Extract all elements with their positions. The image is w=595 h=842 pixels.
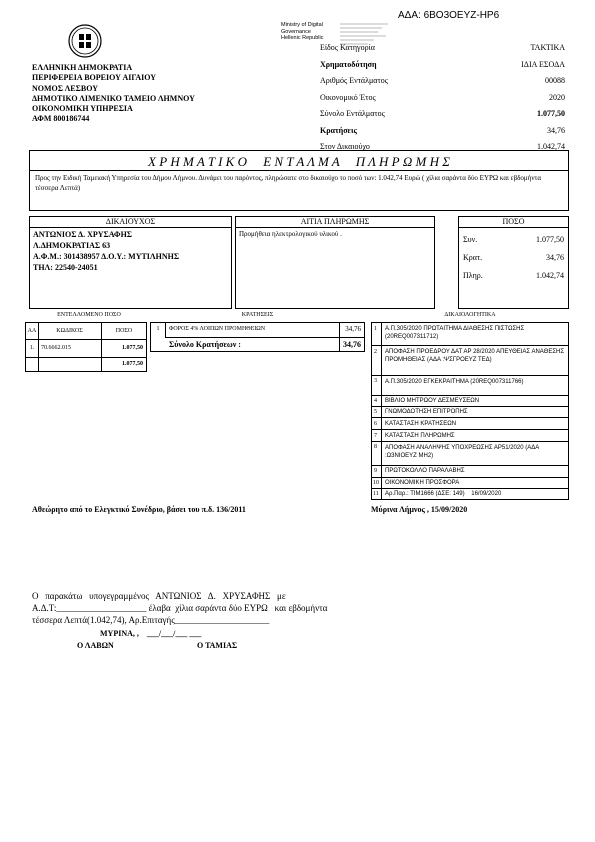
ordered-row-amount: 1.077,50	[122, 345, 143, 351]
amount-row: Συν. 1.077,50	[463, 235, 564, 244]
document-row-number: 10	[373, 480, 379, 486]
document-row-text: ΚΑΤΑΣΤΑΣΗ ΚΡΑΤΗΣΕΩΝ	[385, 421, 457, 427]
amount-row: Πληρ. 1.042,74	[463, 271, 564, 280]
meta-row: Αριθμός Εντάλματος 00088	[320, 76, 565, 85]
beneficiary-box	[29, 216, 232, 309]
document-row-number: 2	[374, 349, 377, 355]
ordered-col-aa: ΑΑ	[27, 328, 37, 334]
document-row-text: Α.Π.305/2020 ΕΓΚΕΚΡΑΙΤΗΜΑ (20REQ007311766)	[385, 379, 524, 385]
approval-note: Αθεώρητο από το Ελεγκτικό Συνέδριο, βάσει του π.δ. 136/2011	[32, 505, 246, 514]
document-row-number: 3	[374, 378, 377, 384]
document-title: Χ Ρ Η Μ Α Τ Ι Κ Ο Ε Ν Τ Α Λ Μ Α Π Λ Η Ρ Ω Μ Η Σ	[148, 154, 450, 169]
deduction-row-value: 34,76	[345, 325, 361, 333]
ordered-title: ΕΝΤΕΛΛΟΜΕΝΟ ΠΟΣΟ	[57, 312, 121, 318]
deductions-table	[150, 322, 365, 352]
deductions-total-label: Σύνολο Κρατήσεων :	[169, 340, 241, 349]
place-date: Μύρινα Λήμνος , 15/09/2020	[371, 505, 468, 514]
amount-header: ΠΟΣΟ	[459, 217, 568, 228]
document-row-text: ΓΝΩΜΟΔΟΤΗΣΗ ΕΠΙΤΡΟΠΗΣ	[385, 409, 468, 415]
document-row-text: ΠΡΩΤΟΚΟΛΛΟ ΠΑΡΑΛΑΒΗΣ	[385, 468, 465, 474]
reason-text: Προμήθεια ηλεκτρολογικού υλικού .	[239, 230, 342, 238]
beneficiary-header: ΔΙΚΑΙΟΥΧΟΣ	[30, 217, 231, 228]
deduction-row-label: ΦΟΡΟΣ 4% ΛΟΙΠΩΝ ΠΡΟΜΗΘΕΙΩΝ	[169, 326, 266, 332]
ordered-row-aa: 1.	[29, 345, 35, 351]
document-row-number: 7	[374, 433, 377, 439]
document-row-text: ΚΑΤΑΣΤΑΣΗ ΠΛΗΡΩΜΗΣ	[385, 433, 455, 439]
document-row-number: 11	[373, 491, 379, 497]
beneficiary-details: ΑΝΤΩΝΙΟΣ Δ. ΧΡΥΣΑΦΗΣ Λ.ΔΗΜΟΚΡΑΤΙΑΣ 63 Α.Φ.Μ.: 301438957 Δ.Ο.Υ.: ΜΥΤΙΛΗΝΗΣ ΤΗΛ: 22540-24051	[33, 230, 180, 272]
deductions-title: ΚΡΑΤΗΣΕΙΣ	[241, 312, 274, 318]
receipt-line-2: Α.Δ.Τ:____________________ έλαβα χίλια σαράντα δύο ΕΥΡΩ και εβδομήντα	[32, 603, 328, 613]
document-row-text: ΑΠΟΦΑΣΗ ΑΝΑΛΗΨΗΣ ΥΠΟΧΡΕΩΣΗΣ ΑΡ51/2020 (ΑΔΑ :Ω3ΝΙΟΕΥΖ ΜΗ2)	[385, 445, 539, 459]
ordered-row-code: 70.6662.015	[41, 345, 71, 351]
meta-row: Στον Δικαιούχο 1.042,74	[320, 142, 565, 151]
document-row-number: 8	[374, 444, 377, 450]
title-box	[29, 150, 569, 211]
document-row-number: 6	[374, 421, 377, 427]
issuer-block: ΕΛΛΗΝΙΚΗ ΔΗΜΟΚΡΑΤΙΑ ΠΕΡΙΦΕΡΕΙΑ ΒΟΡΕΙΟΥ ΑΙΓΑΙΟΥ ΝΟΜΟΣ ΛΕΣΒΟΥ ΔΗΜΟΤΙΚΟ ΛΙΜΕΝΙΚΟ ΤΑΜΕΙΟ ΛΗΜΝΟΥ ΟΙΚΟΝΟΜΙΚΗ ΥΠΗΡΕΣΙΑ ΑΦΜ 800186744	[32, 63, 195, 124]
receipt-date-line: ΜΥΡΙΝΑ, , ___/___/___ ___	[100, 629, 202, 638]
document-row-text: Α.Π.305/2020 ΠΡΩΤΑΙΤΗΜΑ ΔΙΑΘΕΣΗΣ ΠΙΣΤΩΣΗΣ (20REQ007311712)	[385, 326, 525, 340]
ordered-col-amount: ΠΟΣΟ	[115, 328, 133, 334]
ordered-total: 1.077,50	[122, 361, 143, 367]
document-row-text: Αρ.Παρ.: ΤΙΜ1666 (ΔΣΕ: 149) 16/09/2020	[385, 491, 502, 497]
meta-row: Κρατήσεις 34,76	[320, 125, 565, 135]
documents-table	[371, 322, 569, 500]
receiver-label: Ο ΛΑΒΩΝ	[77, 641, 114, 650]
receipt-line-3: τέσσερα Λεπτά(1.042,74), Αρ.Επιταγής_____________________	[32, 615, 270, 625]
deductions-total: 34,76	[343, 340, 361, 349]
meta-row: Σύνολο Εντάλματος 1.077,50	[320, 109, 565, 118]
amount-box	[458, 216, 569, 309]
amount-row: Κρατ. 34,76	[463, 253, 564, 262]
document-row-text: ΒΙΒΛΙΟ ΜΗΤΡΩΟΥ ΔΕΣΜΕΥΣΕΩΝ	[385, 398, 480, 404]
receipt-block	[32, 590, 392, 626]
digital-signature-stamp: Ministry of Digital Governance Hellenic Republic	[281, 22, 324, 41]
document-row-number: 4	[374, 398, 377, 404]
ada-number: ΑΔΑ: 6ΒΟ3ΟΕΥΖ-ΗΡ6	[398, 10, 500, 21]
deduction-row-number: 1	[156, 326, 160, 332]
document-row-number: 9	[374, 468, 377, 474]
document-row-text: ΟΙΚΟΝΟΜΙΚΗ ΠΡΟΣΦΟΡΑ	[385, 480, 460, 486]
document-row-text: ΑΠΟΦΑΣΗ ΠΡΟΕΔΡΟΥ ΔΑΤ ΑΡ 28/2020 ΑΠΕΥΘΕΙΑΣ ΑΝΑΘΕΣΗΣ ΠΡΟΜΗΘΕΙΑΣ (ΑΔΑ :ΨΣΓΡΟΕΥΖ ΤΕΔ)	[385, 349, 565, 363]
receipt-line-1: Ο παρακάτω υπογεγραμμένος ΑΝΤΩΝΙΟΣ Δ. ΧΡΥΣΑΦΗΣ με	[32, 591, 286, 601]
document-row-number: 5	[374, 409, 377, 415]
ordered-table	[25, 322, 147, 372]
greek-emblem-icon	[68, 24, 102, 58]
documents-title: ΔΙΚΑΙΟΛΟΓΗΤΙΚΑ	[444, 312, 496, 318]
meta-row: Είδος Κατηγορία ΤΑΚΤΙΚΑ	[320, 43, 565, 52]
payment-reason-box	[235, 216, 435, 309]
payment-meta	[320, 40, 565, 156]
cashier-label: Ο ΤΑΜΙΑΣ	[197, 641, 238, 650]
document-row-number: 1	[374, 326, 377, 332]
reason-header: ΑΙΤΙΑ ΠΛΗΡΩΜΗΣ	[236, 217, 434, 228]
meta-row: Οικονομικό Έτος 2020	[320, 92, 565, 102]
intro-text: Προς την Ειδική Ταμειακή Υπηρεσία του Δήμου Λήμνου. Δυνάμει του παρόντος, πληρώσατε στο δικαιούχο το ποσό των: 1.042,74 Ευρώ ( χίλια σαράντα δύο ΕΥΡΩ και εβδομήντα τέσσερα Λεπτά)	[35, 174, 541, 192]
amount-rows	[459, 228, 568, 288]
meta-row: Χρηματοδότηση ΙΔΙΑ ΕΣΟΔΑ	[320, 59, 565, 69]
ordered-col-code: ΚΩΔΙΚΟΣ	[56, 328, 83, 334]
